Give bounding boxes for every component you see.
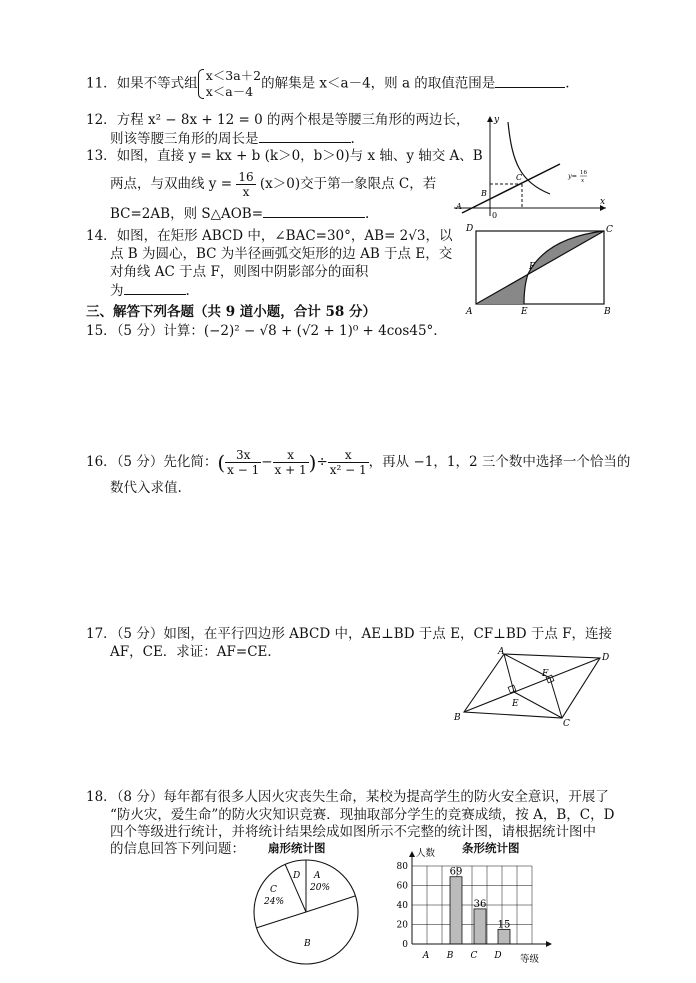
period: . [565,75,570,92]
q13-text: 如图，直接 y = kx + b (k＞0，b＞0)与 x 轴、y 轴交 A、B [116,148,483,164]
label-origin: 0 [492,211,498,220]
period: . [185,283,190,299]
pie-label-A-percent: 20% [310,883,331,893]
bar-chart-title: 条形统计图 [462,841,520,855]
parallelogram-ABCD [464,654,600,718]
q13-line3 [110,203,369,224]
fraction-2 [273,448,309,477]
question-number: 14． [86,228,117,244]
label-A: A [466,307,473,317]
q14-text2: 点 B 为圆心，BC 为半径画弧交矩形的边 AB 于点 E，交 [110,246,453,262]
label-A: A [456,202,462,211]
q11 [86,68,570,100]
bar-chart [372,846,558,966]
answer-blank[interactable] [263,203,365,218]
figure-14-rectangle [462,222,622,318]
denominator: x [242,185,250,199]
bar-y-arrow-icon [409,851,415,857]
q16-text2: 数代入求值. [110,480,182,496]
bar-y-tick-label: 40 [396,901,408,911]
fraction-3 [328,448,369,477]
bar-x-arrow-icon [546,941,552,947]
question-number: 11． [86,75,117,92]
bar-category-label: D [494,951,502,961]
label-B: B [481,189,487,198]
curve-label-denominator: x [581,178,585,184]
question-number: 18． [86,789,117,805]
fraction-16-over-x [236,170,255,199]
inequality-2: x＜a－4 [205,84,254,99]
q14-text: 如图，在矩形 ABCD 中，∠BAC=30°，AB= 2√3，以 [116,228,453,244]
q14-line4 [110,280,190,301]
hyperbola-curve [508,122,550,194]
bar-category-label: B [446,951,454,961]
bar-B [450,877,462,944]
divide-sign: ÷ [316,454,328,470]
label-x: x [600,197,606,207]
answer-blank[interactable] [259,128,351,143]
q18-text2: “防火灾，爱生命”的防火灾知识竞赛．现抽取部分学生的竞赛成绩，按 A，B，C，D [110,807,615,823]
q13-text4: BC=2AB，则 S△AOB= [110,206,264,222]
label-F: F [542,669,549,679]
answer-blank[interactable] [495,73,565,88]
numerator: x [273,448,309,463]
label-C: C [563,719,570,729]
q13-text2: 两点，与双曲线 y = [110,176,233,192]
q16-suffix: ，再从 −1，1，2 三个数中选择一个恰当的 [368,454,631,470]
label-C: C [516,173,523,182]
period: . [365,206,370,222]
numerator: x [328,448,369,463]
pie-label-D: D [293,871,301,881]
pie-label-A: A [314,871,321,881]
q12-text: 方程 x² − 8x + 12 = 0 的两个根是等腰三角形的两边长， [116,112,470,128]
numerator: 16 [238,170,254,184]
q16-line2 [110,478,182,498]
bar-C [474,909,486,944]
y-axis-arrow-icon [487,116,493,122]
label-y: y [494,115,500,125]
q11-prefix: 如果不等式组 [116,75,198,92]
q13-line1 [86,146,483,166]
label-A: A [498,647,505,657]
figure-17-parallelogram [452,646,624,730]
bar-y-tick-label: 20 [396,920,408,931]
q18-text4: 的信息回答下列问题： [110,841,245,857]
bar-y-label: 人数 [416,848,436,859]
question-number: 13． [86,148,117,164]
q15 [86,321,438,341]
bar-y-tick-label: 80 [396,862,408,872]
bar-value-label: 36 [473,898,487,910]
answer-blank[interactable] [124,280,186,295]
paren-close: ) [308,450,317,475]
minus-sign: − [261,454,273,470]
q11-suffix: 的解集是 x＜a－4，则 a 的取值范围是 [261,75,496,92]
pie-chart [250,856,362,968]
q18-line1 [86,787,609,807]
pie-label-B: B [304,939,311,949]
q17-line1 [86,624,612,644]
bar-D [498,929,510,944]
bar-category-label: C [470,951,478,961]
figure-13-graph [450,112,612,222]
q18-text: （8 分）每年都有很多人因火灾丧失生命，某校为提高学生的防火安全意识，开展了 [116,789,609,805]
q17-text2: AF，CE．求证：AF=CE． [110,644,281,660]
curve-label: y= [568,172,578,180]
diagonal-AC [476,231,604,304]
pie-divider-A [306,896,355,912]
bar-value-label: 15 [497,919,511,931]
denominator: x − 1 [227,463,260,477]
bar-value-label: 69 [449,866,463,878]
bar-category-label: A [422,951,430,961]
q18-text3: 四个等级进行统计，并将统计结果绘成如图所示不完整的统计图，请根据统计图中 [110,824,596,840]
q14-text3: 对角线 AC 于点 F，则图中阴影部分的面积 [110,264,369,280]
q14-line3 [110,262,368,282]
label-B: B [454,713,461,723]
q14-line2 [110,244,452,264]
line-y-kx-b [462,164,560,213]
q15-text: （5 分）计算：(−2)² − √8 + (√2 + 1)⁰ + 4cos45°. [116,323,438,339]
question-number: 17． [86,626,117,642]
q17-text: （5 分）如图，在平行四边形 ABCD 中，AE⊥BD 于点 E，CF⊥BD 于点 F，连接 [116,626,613,642]
label-D: D [602,653,610,663]
label-E: E [512,699,519,709]
curve-label-numerator: 16 [580,170,587,176]
bar-y-tick-label: 60 [396,881,408,892]
label-F: F [529,262,536,272]
denominator: x² − 1 [329,463,367,477]
q16-prefix: （5 分）先化简： [116,454,218,470]
label-C: C [606,225,613,235]
q13-line2 [110,170,436,199]
pie-label-C-percent: 24% [264,897,285,907]
segment-CE [514,692,562,718]
q14-line1 [86,226,452,246]
numerator: 3x [225,448,261,463]
pie-title: 扇形统计图 [268,841,326,855]
q17-line2 [110,642,281,662]
inequality-1: x＜3a＋2 [205,68,262,83]
question-number: 15． [86,323,117,339]
label-B: B [604,307,611,317]
q16-line1 [86,448,630,477]
q12-text2: 则该等腰三角形的周长是 [110,131,259,147]
bar-y-tick-label: 0 [402,940,408,950]
period: . [350,131,355,147]
fraction-1 [225,448,261,477]
q18-line4 [110,839,245,859]
label-D: D [466,224,474,234]
question-number: 16． [86,454,117,470]
q13-text3: (x＞0)交于第一象限点 C，若 [259,176,437,192]
segment-AE [504,654,514,692]
pie-divider-C [256,912,306,928]
paren-open: ( [217,450,226,475]
section-heading: 三、解答下列各题（共 9 道小题，合计 58 分） [86,304,376,320]
inequality-system [198,68,261,100]
bar-x-label: 等级 [520,954,540,965]
pie-label-C: C [270,885,277,895]
diagonal-BD [464,658,600,712]
label-E: E [521,307,528,317]
q12-line1 [86,110,469,130]
q14-text4: 为 [110,283,124,299]
question-number: 12． [86,112,117,128]
denominator: x + 1 [274,463,307,477]
